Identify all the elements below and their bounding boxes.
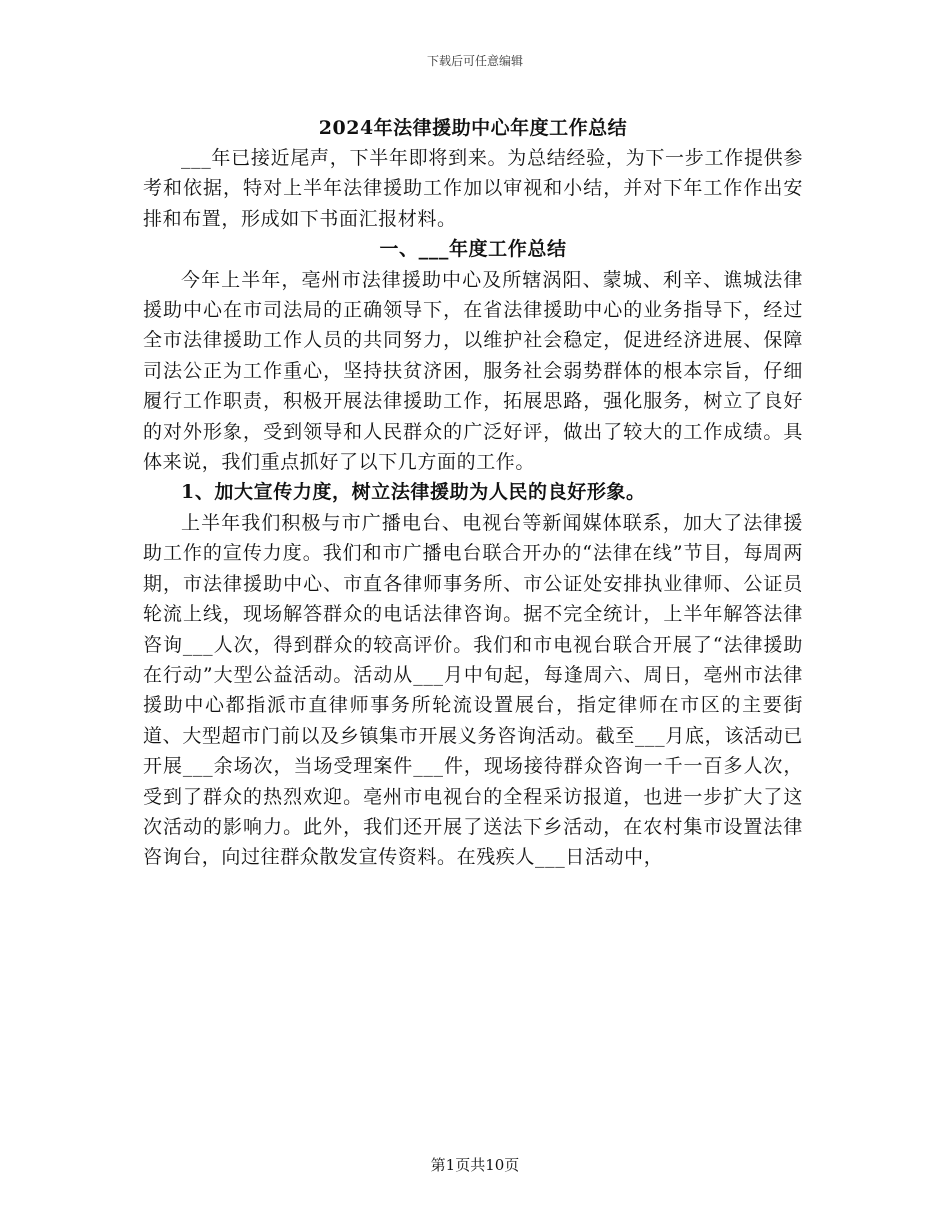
header-note: 下载后可任意编辑 [426, 54, 523, 68]
subsection-heading: 1、加大宣传力度，树立法律援助为人民的良好形象。 [181, 481, 646, 504]
document-body [143, 113, 803, 873]
page-footer: 第1页共10页 [430, 1156, 520, 1174]
subsection-paragraph: 上半年我们积极与市广播电台、电视台等新闻媒体联系，加大了法律援助工作的宣传力度。我们和市广播电台联合开办的“法律在线”节目，每周两期，市法律援助中心、市直各律师事务所、市公证处安排执业律师、公证员轮流上线，现场解答群众的电话法律咨询。据不完全统计，上半年解答法律咨询___人次，得到群众的较高评价。我们和市电视台联合开展了“法律援助在行动”大型公益活动。活动从___月中旬起，每逢周六、周日，亳州市法律援助中心都指派市直律师事务所轮流设置展台，指定律师在市区的主要街道、大型超市门前以及乡镇集市开展义务咨询活动。截至___月底，该活动已开展___余场次，当场受理案件___件，现场接待群众咨询一千一百多人次，受到了群众的热烈欢迎。亳州市电视台的全程采访报道，也进一步扩大了这次活动的影响力。此外，我们还开展了送法下乡活动，在农村集市设置法律咨询台，向过往群众散发宣传资料。在残疾人___日活动中， [143, 511, 803, 869]
document-title: 2024年法律援助中心年度工作总结 [318, 117, 628, 139]
intro-paragraph: ___年已接近尾声，下半年即将到来。为总结经验，为下一步工作提供参考和依据，特对上半年法律援助工作加以审视和小结，并对下年工作作出安排和布置，形成如下书面汇报材料。 [143, 147, 803, 230]
section-heading: 一、___年度工作总结 [379, 238, 567, 261]
section-paragraph: 今年上半年，亳州市法律援助中心及所辖涡阳、蒙城、利辛、谯城法律援助中心在市司法局的正确领导下，在省法律援助中心的业务指导下，经过全市法律援助工作人员的共同努力，以维护社会稳定，促进经济进展、保障司法公正为工作重心，坚持扶贫济困，服务社会弱势群体的根本宗旨，仔细履行工作职责，积极开展法律援助工作，拓展思路，强化服务，树立了良好的对外形象，受到领导和人民群众的广泛好评，做出了较大的工作成绩。具体来说，我们重点抓好了以下几方面的工作。 [143, 268, 803, 474]
